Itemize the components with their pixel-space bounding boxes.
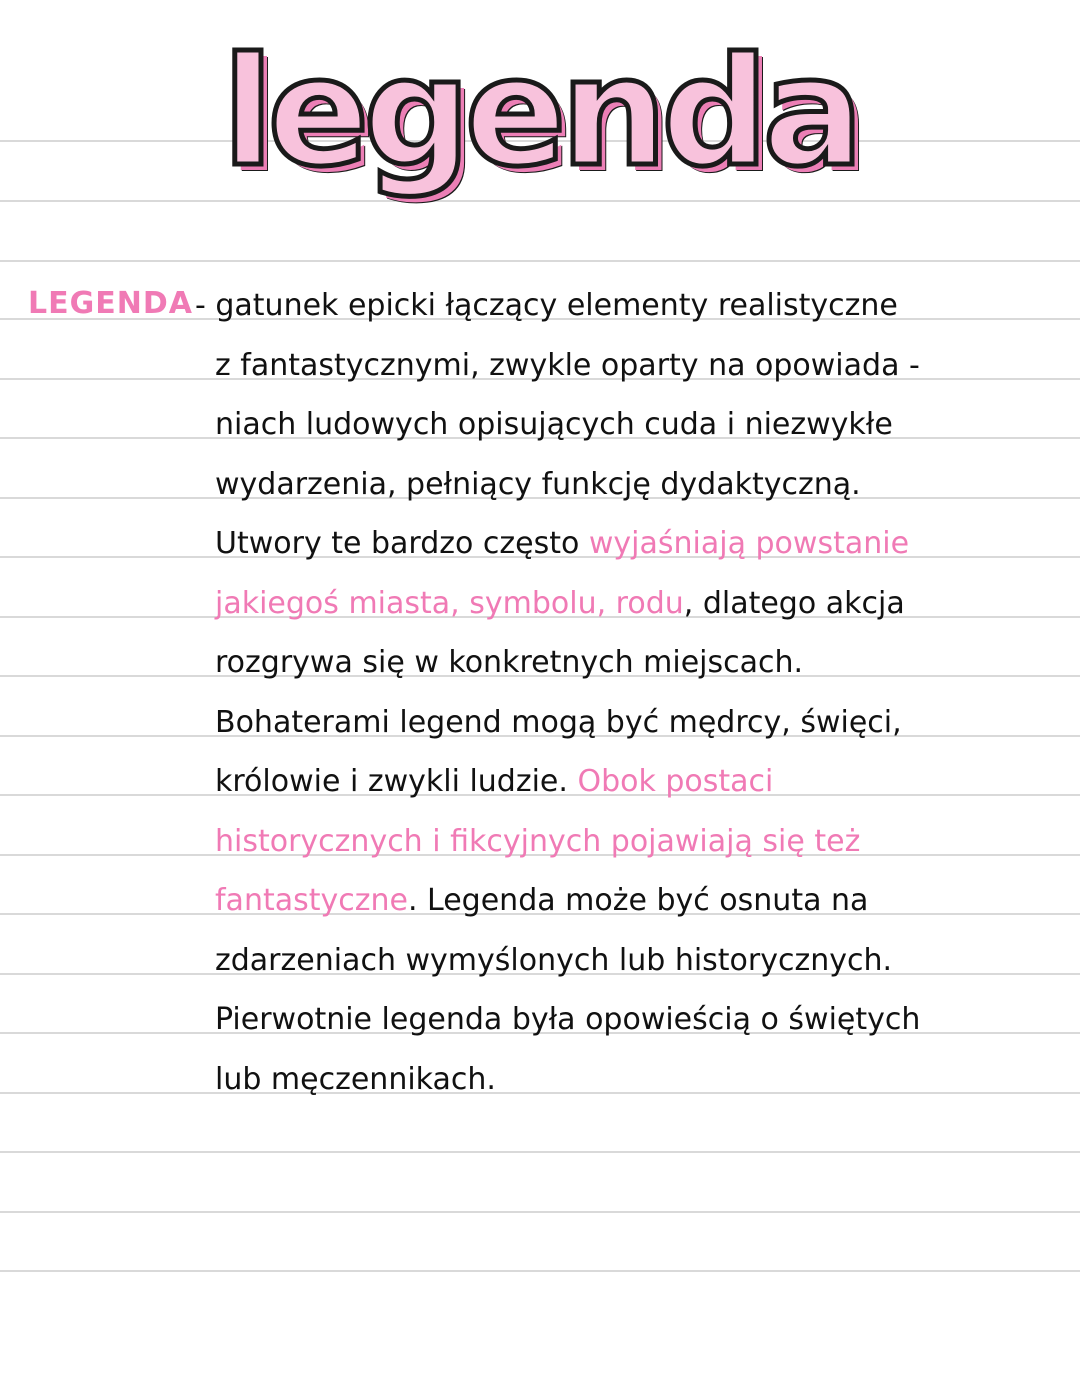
body-text: lub męczennikach. bbox=[215, 1062, 496, 1097]
body-text: królowie i zwykli ludzie. bbox=[215, 764, 578, 799]
highlighted-text: jakiegoś miasta, symbolu, rodu bbox=[215, 586, 684, 621]
body-text: - gatunek epicki łączący elementy realistyczne bbox=[195, 288, 898, 323]
text-line bbox=[215, 703, 1045, 743]
text-line bbox=[215, 881, 1045, 921]
text-line bbox=[215, 346, 1045, 386]
body-text: niach ludowych opisujących cuda i niezwykłe bbox=[215, 407, 893, 442]
body-text: wydarzenia, pełniący funkcję dydaktyczną. bbox=[215, 467, 861, 502]
page-title: legenda bbox=[222, 26, 858, 200]
ruled-line bbox=[0, 1151, 1080, 1153]
definition-term: LEGENDA bbox=[28, 286, 193, 321]
highlighted-text: wyjaśniają powstanie bbox=[588, 526, 910, 561]
text-line bbox=[215, 762, 1045, 802]
text-line bbox=[215, 524, 1045, 564]
body-text: , dlatego akcja bbox=[683, 586, 905, 621]
text-line bbox=[215, 1000, 1045, 1040]
highlighted-text: fantastyczne bbox=[215, 883, 408, 918]
text-line bbox=[215, 405, 1045, 445]
body-text: Pierwotnie legenda była opowieścią o świętych bbox=[215, 1002, 921, 1037]
body-text: zdarzeniach wymyślonych lub historycznych. bbox=[215, 943, 893, 978]
ruled-line bbox=[0, 260, 1080, 262]
ruled-line bbox=[0, 1211, 1080, 1213]
body-text: rozgrywa się w konkretnych miejscach. bbox=[215, 645, 804, 680]
ruled-line bbox=[0, 1270, 1080, 1272]
body-text: Utwory te bardzo często bbox=[215, 526, 589, 561]
text-line bbox=[195, 286, 1025, 326]
text-line bbox=[215, 1060, 1045, 1100]
text-line bbox=[215, 643, 1045, 683]
body-text: . Legenda może być osnuta na bbox=[407, 883, 869, 918]
text-line bbox=[215, 822, 1045, 862]
text-line bbox=[215, 465, 1045, 505]
ruled-line bbox=[0, 200, 1080, 202]
body-text: Bohaterami legend mogą być mędrcy, święci, bbox=[215, 705, 902, 740]
highlighted-text: Obok postaci bbox=[577, 764, 774, 799]
highlighted-text: historycznych i fikcyjnych pojawiają się też bbox=[215, 824, 861, 859]
text-line bbox=[215, 941, 1045, 981]
body-text: z fantastycznymi, zwykle oparty na opowiada - bbox=[215, 348, 920, 383]
text-line bbox=[215, 584, 1045, 624]
